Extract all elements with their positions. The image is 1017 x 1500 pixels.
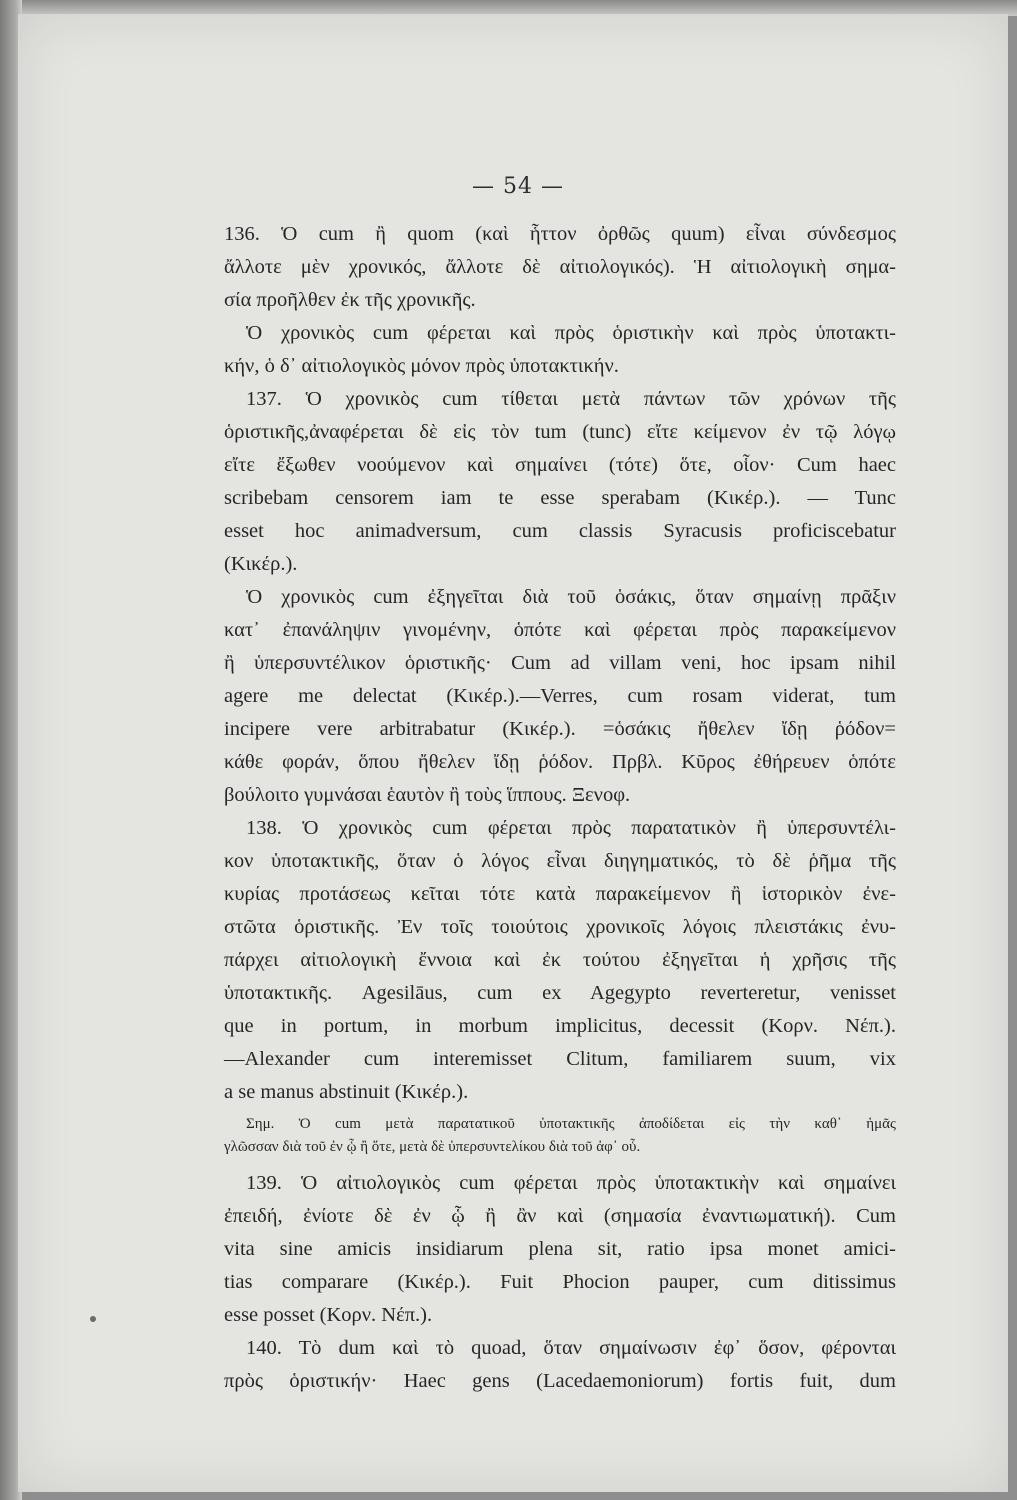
text-line: 140. Τὸ dum καὶ τὸ quoad, ὅταν σημαίνωσιν ἐφ᾽ ὅσον, φέρονται	[246, 1337, 896, 1359]
text-line: κήν, ὁ δ᾽ αἰτιολογικὸς μόνον πρὸς ὑποτακτικήν.	[224, 355, 619, 377]
text-line: ὑποτακτικῆς. Agesilāus, cum ex Agegypto reverteretur, venisset	[224, 982, 896, 1004]
footnote	[224, 1113, 896, 1159]
text-line: στῶτα ὁριστικῆς. Ἐν τοῖς τοιούτοις χρονικοῖς λόγοις πλειστάκις ἐνυ-	[224, 916, 896, 938]
footnote-line: Σημ. Ὁ cum μετὰ παρατατικοῦ ὑποτακτικῆς ἀποδίδεται εἰς τὴν καθ᾽ ἡμᾶς	[246, 1116, 896, 1132]
ink-spot	[90, 1316, 96, 1322]
text-line: que in portum, in morbum implicitus, decessit (Κορν. Νέπ.).	[224, 1015, 896, 1037]
text-line: esset hoc animadversum, cum classis Syracusis proficiscebatur	[224, 520, 896, 542]
text-line: βούλοιτο γυμνάσαι ἑαυτὸν ἢ τοὺς ἵππους. Ξενοφ.	[224, 784, 631, 806]
text-line: ἢ ὑπερσυντέλικον ὁριστικῆς· Cum ad villam veni, hoc ipsam nihil	[224, 652, 896, 674]
text-line: Ὁ χρονικὸς cum ἐξηγεῖται διὰ τοῦ ὁσάκις, ὅταν σημαίνῃ πρᾶξιν	[246, 586, 896, 608]
text-line: ὁριστικῆς,ἀναφέρεται δὲ εἰς τὸν tum (tunc) εἴτε κείμενον ἐν τῷ λόγῳ	[224, 421, 896, 443]
text-line: πάρχει αἰτιολογικὴ ἔννοια καὶ ἐκ τούτου ἐξηγεῖται ἡ χρῆσις τῆς	[224, 949, 896, 971]
text-line: ἄλλοτε μὲν χρονικός, ἄλλοτε δὲ αἰτιολογικός). Ἡ αἰτιολογικὴ σημα-	[224, 256, 896, 278]
text-line: —Alexander cum interemisset Clitum, familiarem suum, vix	[224, 1048, 896, 1070]
page-number: — 54 —	[472, 174, 564, 199]
text-line: scribebam censorem iam te esse sperabam (Κικέρ.). — Tunc	[224, 487, 896, 509]
text-line: agere me delectat (Κικέρ.).—Verres, cum rosam viderat, tum	[224, 685, 896, 707]
text-line: 138. Ὁ χρονικὸς cum φέρεται πρὸς παρατατικὸν ἢ ὑπερσυντέλι-	[246, 817, 896, 839]
text-line: πρὸς ὁριστικήν· Haec gens (Lacedaemoniorum) fortis fuit, dum	[224, 1370, 896, 1392]
text-line: (Κικέρ.).	[224, 553, 298, 575]
text-line: εἴτε ἔξωθεν νοούμενον καὶ σημαίνει (τότε) ὅτε, οἷον· Cum haec	[224, 454, 896, 476]
text-line: 136. Ὁ cum ἢ quom (καὶ ἧττον ὀρθῶς quum) εἶναι σύνδεσμος	[224, 223, 896, 245]
text-line: 139. Ὁ αἰτιολογικὸς cum φέρεται πρὸς ὑποτακτικὴν καὶ σημαίνει	[246, 1172, 896, 1194]
text-line: κάθε φοράν, ὅπου ἤθελεν ἴδῃ ῥόδον. Πρβλ. Κῦρος ἐθήρευεν ὁπότε	[224, 751, 896, 773]
text-line: esse posset (Κορν. Νέπ.).	[224, 1304, 433, 1326]
text-line: incipere vere arbitrabatur (Κικέρ.). =ὁσάκις ἤθελεν ἴδῃ ῥόδον=	[224, 718, 896, 740]
text-line: ἐπειδή, ἐνίοτε δὲ ἐν ᾧ ἢ ἂν καὶ (σημασία ἐναντιωματική). Cum	[224, 1205, 896, 1227]
text-line: Ὁ χρονικὸς cum φέρεται καὶ πρὸς ὁριστικὴν καὶ πρὸς ὑποτακτι-	[246, 322, 896, 344]
footnote-line: γλῶσσαν διὰ τοῦ ἐν ᾧ ἢ ὅτε, μετὰ δὲ ὑπερσυντελίκου διὰ τοῦ ἀφ᾽ οὗ.	[224, 1139, 641, 1155]
text-line: vita sine amicis insidiarum plena sit, ratio ipsa monet amici-	[224, 1238, 896, 1260]
text-line: tias comparare (Κικέρ.). Fuit Phocion pauper, cum ditissimus	[224, 1271, 896, 1293]
text-line: 137. Ὁ χρονικὸς cum τίθεται μετὰ πάντων τῶν χρόνων τῆς	[246, 388, 896, 410]
text-line: a se manus abstinuit (Κικέρ.).	[224, 1081, 469, 1103]
text-line: κατ᾽ ἐπανάληψιν γινομένην, ὁπότε καὶ φέρεται πρὸς παρακείμενον	[224, 619, 896, 641]
page-body	[224, 218, 896, 1398]
text-line: σία προῆλθεν ἐκ τῆς χρονικῆς.	[224, 289, 476, 311]
text-line: κον ὑποτακτικῆς, ὅταν ὁ λόγος εἶναι διηγηματικός, τὸ δὲ ῥῆμα τῆς	[224, 850, 896, 872]
text-line: κυρίας προτάσεως κεῖται τότε κατὰ παρακείμενον ἢ ἱστορικὸν ἐνε-	[224, 883, 896, 905]
